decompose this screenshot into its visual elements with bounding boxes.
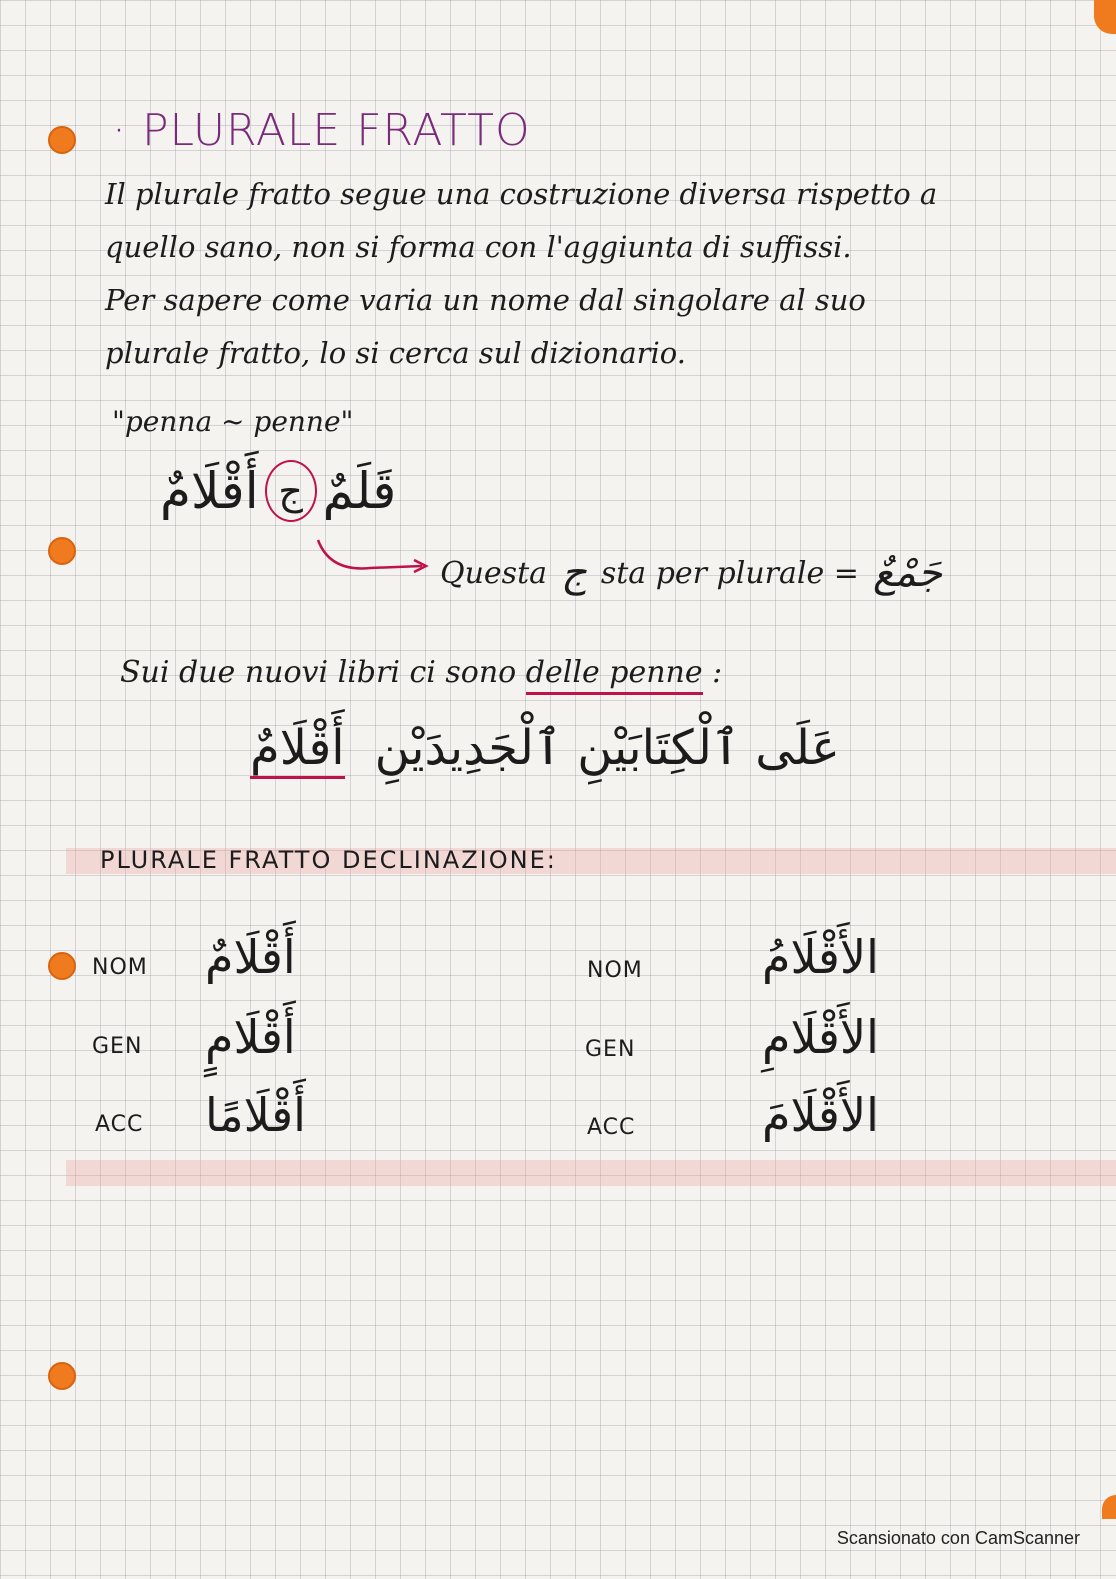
intro-paragraph bbox=[105, 168, 1035, 380]
binder-hole bbox=[48, 1362, 76, 1390]
case-label: NOM bbox=[92, 955, 148, 980]
case-label: NOM bbox=[587, 958, 643, 983]
example-arabic bbox=[160, 460, 396, 522]
arabic-sentence bbox=[250, 720, 840, 779]
case-label: GEN bbox=[585, 1037, 636, 1062]
note-suffix: sta per plurale = bbox=[600, 555, 859, 591]
case-label: ACC bbox=[587, 1115, 636, 1140]
singular-word: قَلَمٌ bbox=[322, 462, 397, 520]
declension-form: الأَقْلَامَ bbox=[762, 1088, 879, 1142]
declension-form: أَقْلَامًا bbox=[205, 1088, 306, 1142]
highlight-band bbox=[66, 1160, 1116, 1186]
declension-form: أَقْلَامٍ bbox=[205, 1010, 296, 1064]
sentence-underlined: delle penne bbox=[526, 655, 703, 695]
paragraph-line: quello sano, non si forma con l'aggiunta di suffissi. bbox=[105, 230, 852, 264]
plural-word: أَقْلَامٌ bbox=[160, 462, 259, 520]
arabic-sentence-main: عَلَى ٱلْكِتَابَيْنِ ٱلْجَدِيدَيْنِ bbox=[374, 720, 840, 776]
example-sentence bbox=[120, 655, 722, 690]
declension-form: الأَقْلَامِ bbox=[762, 1010, 879, 1064]
binder-hole bbox=[48, 537, 76, 565]
declension-form: أَقْلَامٌ bbox=[205, 930, 296, 984]
plural-note bbox=[440, 550, 942, 596]
paragraph-line: Per sapere come varia un nome dal singolare al suo bbox=[105, 283, 866, 317]
arabic-sentence-underlined: أَقْلَامٌ bbox=[250, 720, 345, 779]
note-word: جَمْعٌ bbox=[872, 550, 943, 596]
corner-tab-bottom bbox=[1102, 1495, 1116, 1519]
sentence-start: Sui due nuovi libri ci sono bbox=[120, 655, 517, 690]
scanner-footer: Scansionato con CamScanner bbox=[836, 1528, 1080, 1548]
declension-title: PLURALE FRATTO DECLINAZIONE: bbox=[100, 846, 557, 874]
case-label: GEN bbox=[92, 1034, 143, 1059]
page-title: · PLURALE FRATTO bbox=[112, 105, 531, 156]
corner-tab bbox=[1094, 0, 1116, 34]
declension-form: الأَقْلَامُ bbox=[762, 930, 879, 984]
paragraph-line: Il plurale fratto segue una costruzione diversa rispetto a bbox=[105, 177, 938, 211]
binder-hole bbox=[48, 126, 76, 154]
note-prefix: Questa bbox=[440, 555, 548, 591]
case-label: ACC bbox=[95, 1112, 144, 1137]
example-italian: "penna ~ penne" bbox=[112, 405, 354, 438]
sentence-end: : bbox=[712, 655, 723, 690]
plural-marker: ج bbox=[265, 460, 317, 522]
note-marker: ج bbox=[561, 550, 587, 596]
paragraph-line: plurale fratto, lo si cerca sul dizionario. bbox=[105, 336, 686, 370]
binder-hole bbox=[48, 952, 76, 980]
